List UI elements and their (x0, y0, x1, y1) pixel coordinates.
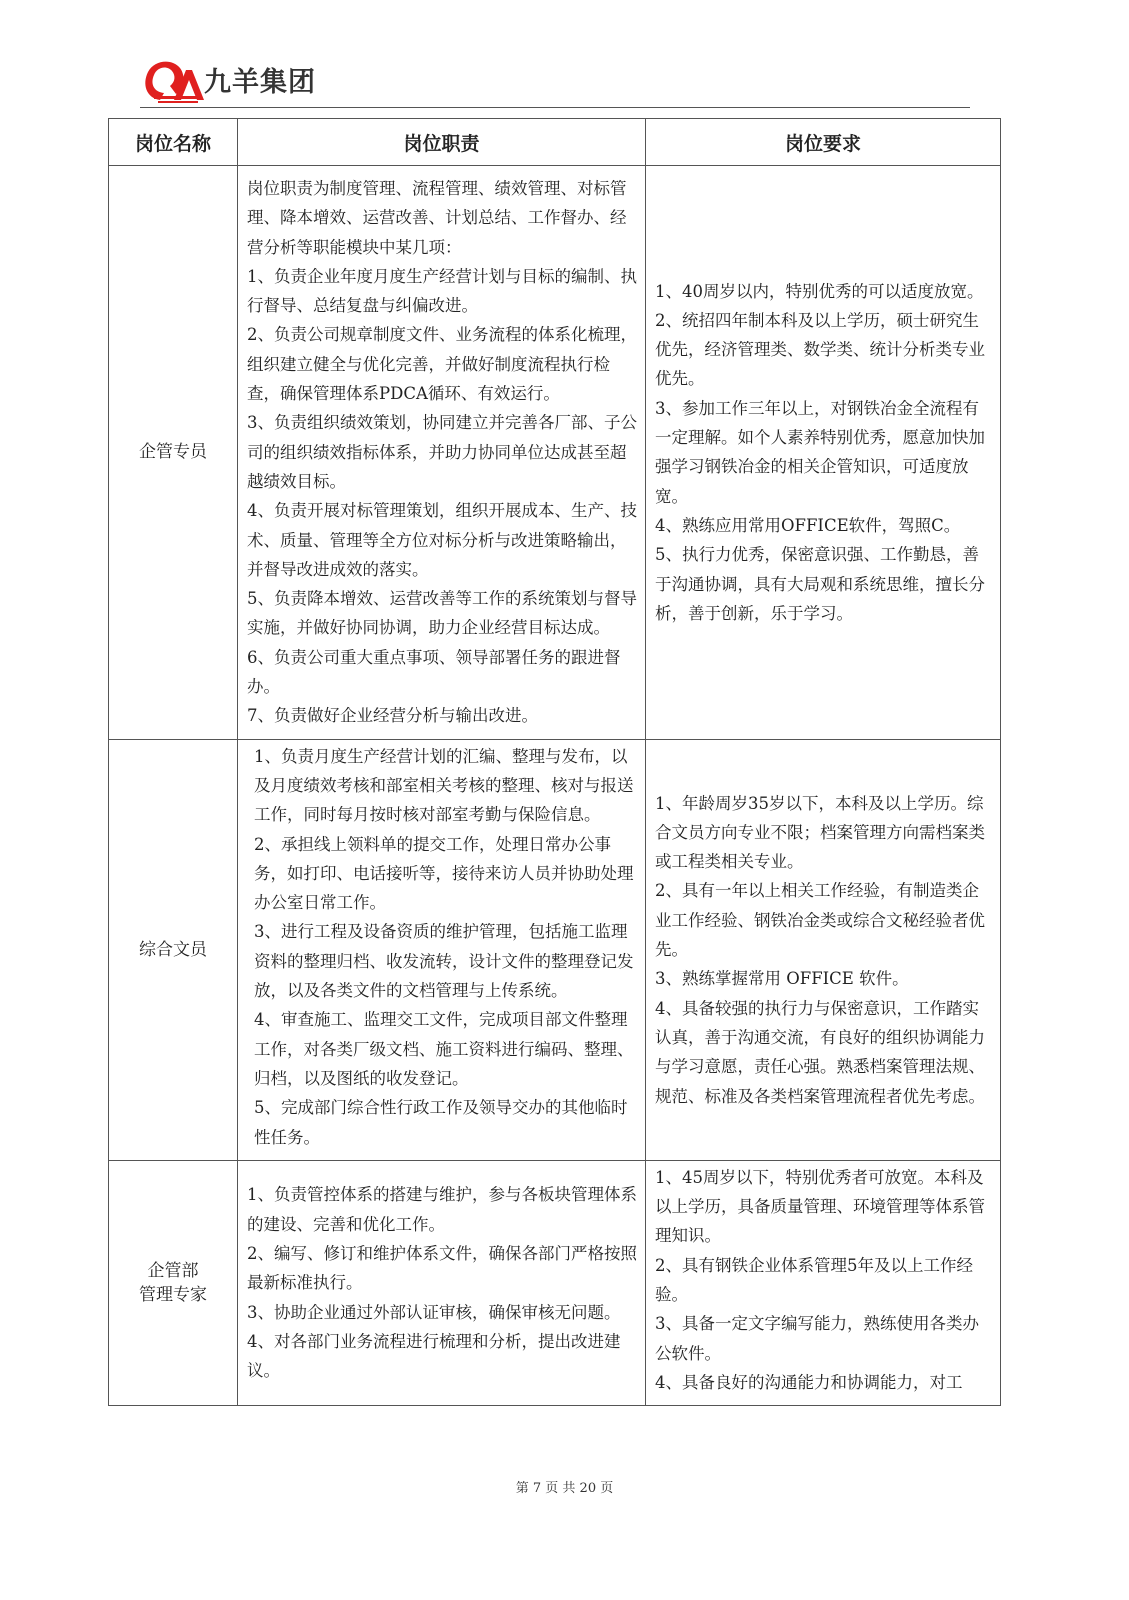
duty-text: 4、审查施工、监理交工文件，完成项目部文件整理工作，对各类厂级文档、施工资料进行编码、整理、归档，以及图纸的收发登记。 (254, 1010, 634, 1088)
duty-text: 6、负责公司重大重点事项、领导部署任务的跟进督办。 (247, 647, 621, 697)
position-name-line: 管理专家 (139, 1284, 207, 1305)
requirement-text: 4、熟练应用常用OFFICE软件，驾照C。 (655, 515, 961, 535)
requirement-text: 2、具有一年以上相关工作经验，有制造类企业工作经验、钢铁冶金类或综合文秘经验者优先。 (655, 881, 985, 960)
duty-text: 1、负责企业年度月度生产经营计划与目标的编制、执行督导、总结复盘与纠偏改进。 (247, 266, 637, 316)
requirement-text: 3、参加工作三年以上，对钢铁冶金全流程有一定理解。如个人素养特别优秀，愿意加快加强学习钢铁冶金的相关企管知识，可适度放宽。 (655, 398, 985, 506)
position-name: 综合文员 (109, 739, 238, 1160)
header-position-name: 岗位名称 (109, 119, 238, 166)
requirements-cell (646, 166, 1001, 740)
duty-text: 5、完成部门综合性行政工作及领导交办的其他临时性任务。 (254, 1098, 628, 1147)
requirements-cell (646, 1160, 1001, 1405)
duty-text: 3、协助企业通过外部认证审核，确保审核无问题。 (247, 1302, 621, 1322)
page-header (140, 52, 970, 108)
page-number: 第 7 页 共 20 页 (515, 1481, 614, 1496)
requirement-text: 1、年龄周岁35岁以下，本科及以上学历。综合文员方向专业不限；档案管理方向需档案类或工程类相关专业。 (655, 793, 985, 872)
requirement-text: 3、具备一定文字编写能力，熟练使用各类办公软件。 (655, 1314, 979, 1363)
requirement-text: 2、统招四年制本科及以上学历，硕士研究生优先，经济管理类、数学类、统计分析类专业优先。 (655, 310, 985, 389)
requirement-text: 4、具备良好的沟通能力和协调能力，对工 (655, 1372, 963, 1392)
position-name-line: 企管部 (147, 1260, 199, 1281)
table-row (109, 739, 1001, 1160)
position-name (109, 1160, 238, 1405)
table-header-row (109, 119, 1001, 166)
table-row (109, 166, 1001, 740)
position-name: 企管专员 (109, 166, 238, 740)
duties-cell (238, 1160, 646, 1405)
job-table (108, 118, 1001, 1406)
requirement-text: 1、45周岁以下，特别优秀者可放宽。本科及以上学历，具备质量管理、环境管理等体系管理知识。 (655, 1167, 985, 1246)
header-requirements: 岗位要求 (646, 119, 1001, 166)
header-rule (140, 107, 970, 108)
duty-text: 2、负责公司规章制度文件、业务流程的体系化梳理，组织建立健全与优化完善，并做好制度流程执行检查，确保管理体系PDCA循环、有效运行。 (247, 325, 637, 404)
duty-text: 1、负责管控体系的搭建与维护，参与各板块管理体系的建设、完善和优化工作。 (247, 1185, 637, 1234)
jiuyang-logo-icon (140, 56, 206, 104)
table-row (109, 1160, 1001, 1405)
duty-text: 7、负责做好企业经营分析与输出改进。 (247, 706, 538, 726)
duties-cell (238, 166, 646, 740)
duty-text: 5、负责降本增效、运营改善等工作的系统策划与督导实施，并做好协同协调，助力企业经营目标达成。 (247, 589, 637, 638)
duty-text: 3、进行工程及设备资质的维护管理，包括施工监理资料的整理归档、收发流转，设计文件的整理登记发放，以及各类文件的文档管理与上传系统。 (254, 922, 634, 1001)
duty-text: 3、负责组织绩效策划，协同建立并完善各厂部、子公司的组织绩效指标体系，并助力协同单位达成甚至超越绩效目标。 (247, 413, 637, 491)
header-responsibilities: 岗位职责 (238, 119, 646, 166)
requirement-text: 3、熟练掌握常用 OFFICE 软件。 (655, 969, 909, 989)
duty-text: 4、负责开展对标管理策划，组织开展成本、生产、技术、质量、管理等全方位对标分析与改进策略输出，并督导改进成效的落实。 (247, 501, 637, 579)
requirement-text: 5、执行力优秀，保密意识强、工作勤恳，善于沟通协调，具有大局观和系统思维，擅长分析，善于创新，乐于学习。 (655, 545, 985, 623)
requirement-text: 4、具备较强的执行力与保密意识，工作踏实认真，善于沟通交流，有良好的组织协调能力与学习意愿，责任心强。熟悉档案管理法规、规范、标准及各类档案管理流程者优先考虑。 (655, 998, 985, 1106)
requirements-cell (646, 739, 1001, 1160)
duty-text: 4、对各部门业务流程进行梳理和分析，提出改进建议。 (247, 1331, 621, 1381)
duty-text: 2、编写、修订和维护体系文件，确保各部门严格按照最新标准执行。 (247, 1244, 637, 1293)
duty-text: 岗位职责为制度管理、流程管理、绩效管理、对标管理、降本增效、运营改善、计划总结、工作督办、经营分析等职能模块中某几项： (247, 179, 627, 257)
requirement-text: 1、40周岁以内，特别优秀的可以适度放宽。 (655, 281, 984, 301)
requirement-text: 2、具有钢铁企业体系管理5年及以上工作经验。 (655, 1255, 973, 1304)
duty-text: 1、负责月度生产经营计划的汇编、整理与发布，以及月度绩效考核和部室相关考核的整理、核对与报送工作，同时每月按时核对部室考勤与保险信息。 (254, 746, 634, 825)
duties-cell (238, 739, 646, 1160)
duty-text: 2、承担线上领料单的提交工作，处理日常办公事务，如打印、电话接听等，接待来访人员并协助处理办公室日常工作。 (254, 834, 634, 913)
brand-name: 九羊集团 (204, 67, 316, 98)
